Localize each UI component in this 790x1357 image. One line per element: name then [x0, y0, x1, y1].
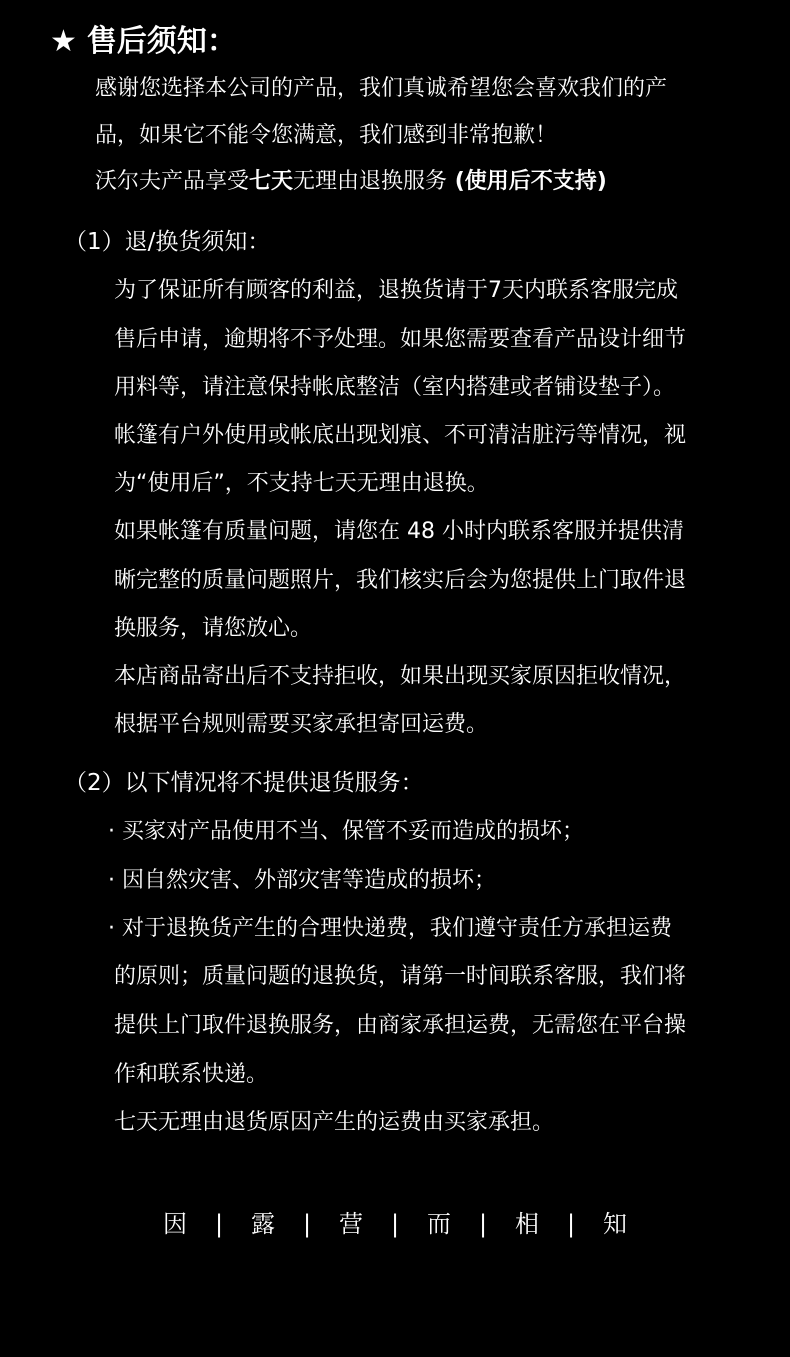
bullet-continuation: 的原则；质量问题的退换货，请第一时间联系客服，我们将: [114, 964, 687, 989]
slogan-char: 营: [339, 1210, 363, 1238]
section1-line: 帐篷有户外使用或帐底出现划痕、不可清洁脏污等情况，视: [114, 423, 687, 448]
section1-line: 用料等，请注意保持帐底整洁（室内搭建或者铺设垫子）。: [114, 375, 676, 400]
bullet-continuation: 提供上门取件退换服务，由商家承担运费，无需您在平台操: [114, 1013, 687, 1038]
section1-line: 根据平台规则需要买家承担寄回运费。: [114, 712, 489, 737]
intro-text: 无理由退换服务: [293, 169, 448, 194]
intro-line-1: 感谢您选择本公司的产品，我们真诚希望您会喜欢我们的产: [95, 76, 668, 101]
intro-line-2: 品，如果它不能令您满意，我们感到非常抱歉！: [95, 123, 558, 148]
slogan-char: 而: [427, 1210, 451, 1238]
bullet-continuation: 作和联系快递。: [114, 1062, 269, 1087]
section1-line: 为了保证所有顾客的利益，退换货请于7天内联系客服完成: [114, 278, 678, 303]
slogan-separator: |: [478, 1210, 488, 1238]
slogan-char: 相: [515, 1210, 539, 1238]
slogan-char: 因: [163, 1210, 187, 1238]
section1-line: 换服务，请您放心。: [114, 616, 313, 641]
intro-note: (使用后不支持): [447, 169, 607, 194]
section1-line: 为“使用后”，不支持七天无理由退换。: [114, 471, 489, 496]
slogan-separator: |: [390, 1210, 400, 1238]
section1-line: 售后申请，逾期将不予处理。如果您需要查看产品设计细节: [114, 327, 687, 352]
slogan-separator: |: [302, 1210, 312, 1238]
intro-text: 沃尔夫产品享受: [95, 169, 250, 194]
slogan-char: 知: [603, 1210, 627, 1238]
page-title: [50, 24, 237, 60]
bullet-item: · 因自然灾害、外部灾害等造成的损坏；: [108, 868, 496, 893]
intro-highlight: 七天: [249, 169, 294, 194]
slogan-char: 露: [251, 1210, 275, 1238]
final-note: 七天无理由退货原因产生的运费由买家承担。: [114, 1110, 555, 1135]
section1-line: 晰完整的质量问题照片，我们核实后会为您提供上门取件退: [114, 568, 687, 593]
slogan-separator: |: [566, 1210, 576, 1238]
title-text: 售后须知：: [86, 24, 237, 59]
section-heading-no-return: （2）以下情况将不提供退货服务：: [64, 770, 424, 796]
footer-slogan: [0, 1208, 790, 1240]
section-heading-returns: （1）退/换货须知：: [64, 229, 271, 255]
section1-line: 如果帐篷有质量问题，请您在 48 小时内联系客服并提供清: [114, 519, 684, 544]
star-icon: ★: [50, 24, 77, 59]
intro-line-3: [95, 167, 607, 197]
bullet-item: · 买家对产品使用不当、保管不妥而造成的损坏；: [108, 819, 584, 844]
bullet-item: · 对于退换货产生的合理快递费，我们遵守责任方承担运费: [108, 916, 672, 941]
slogan-separator: |: [214, 1210, 224, 1238]
section1-line: 本店商品寄出后不支持拒收，如果出现买家原因拒收情况，: [114, 664, 687, 689]
